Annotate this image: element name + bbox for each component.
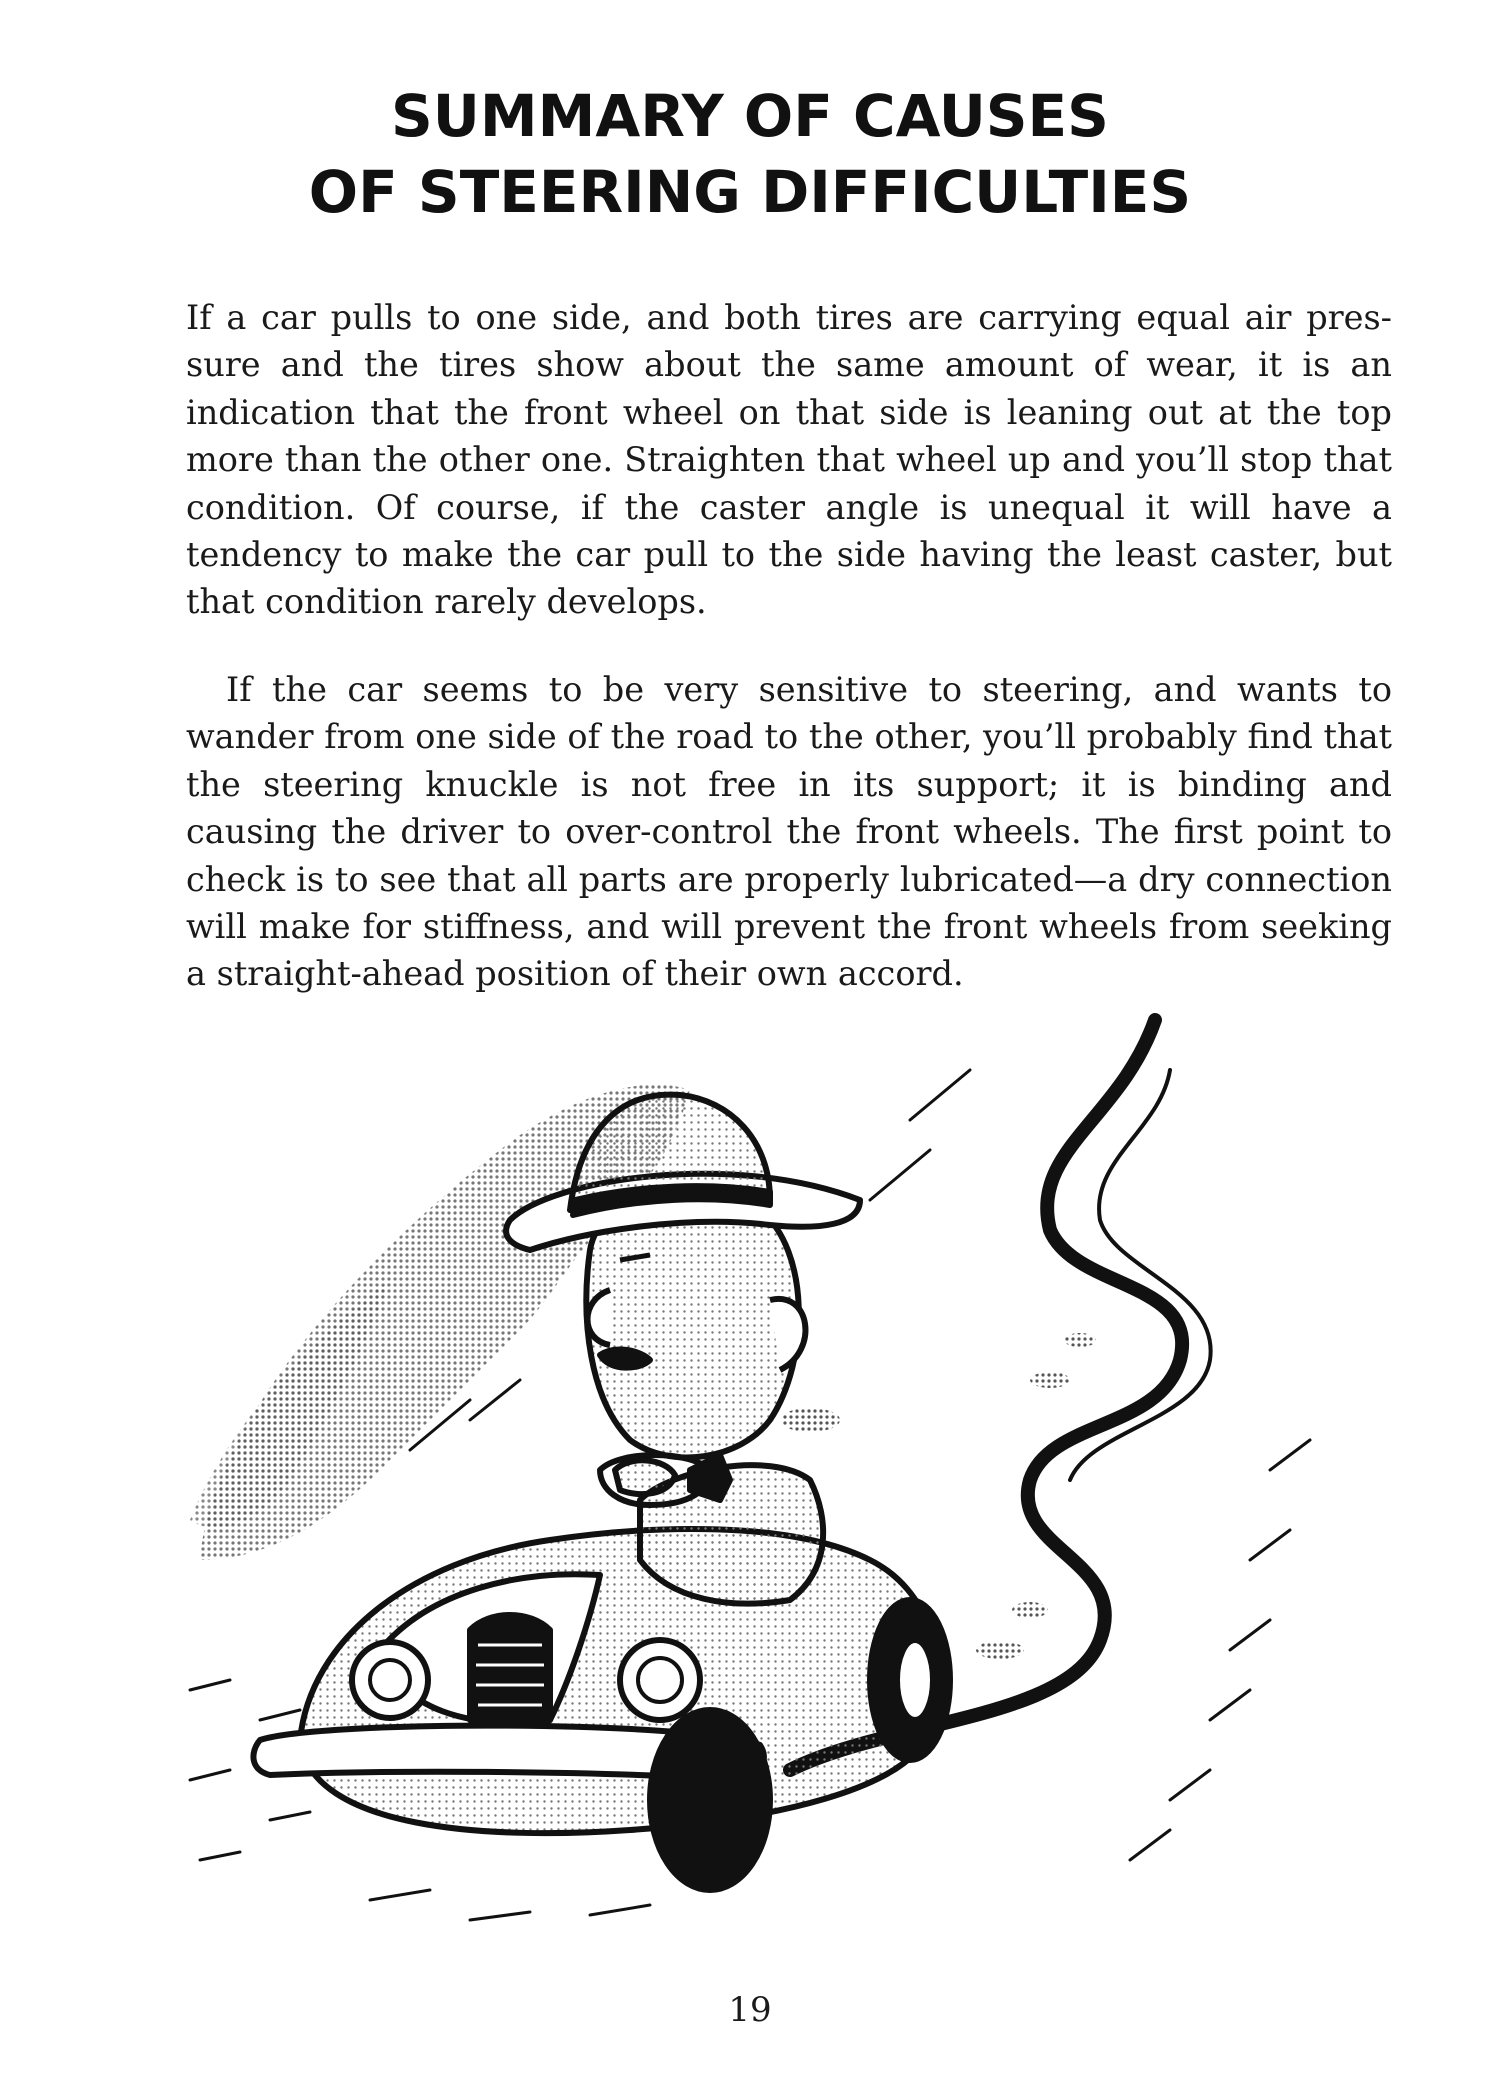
mustache: [600, 1350, 650, 1368]
page-title: [0, 78, 1500, 230]
cartoon-driver-illustration: [170, 1000, 1410, 1950]
car: [253, 1529, 950, 1890]
driver-hands: [615, 1460, 675, 1494]
page-number: 19: [728, 1990, 772, 2030]
paragraph-sensitive-steering: If the car seems to be very sensitive to steering, and wants to wander from one side of the road to the other, you’ll probably find that the steering knuckle is not free in its support; it is binding and causing the driver to over-control the front wheels. The first point to check is to see that all parts are properly lubricated—a dry connection will make for stiffness, and will prevent the front wheels from seeking a straight-ahead position of their own accord.: [186, 670, 1392, 994]
front-wheel: [650, 1710, 770, 1890]
title-line-1: SUMMARY OF CAUSES: [391, 82, 1109, 150]
car-grille: [470, 1615, 550, 1735]
title-line-2: OF STEERING DIFFICULTIES: [308, 158, 1192, 226]
paragraph-pulling-to-one-side: If a car pulls to one side, and both tires are carrying equal air pressure and the tires show about the same amount of wear, it is an indication that the front wheel on that side is leaning out at the top more than the other one. Straighten that wheel up and you’ll stop that condition. Of course, if the caster angle is unequal it will have a tendency to make the car pull to the side having the least caster, but that condition rarely develops.: [186, 298, 1392, 622]
